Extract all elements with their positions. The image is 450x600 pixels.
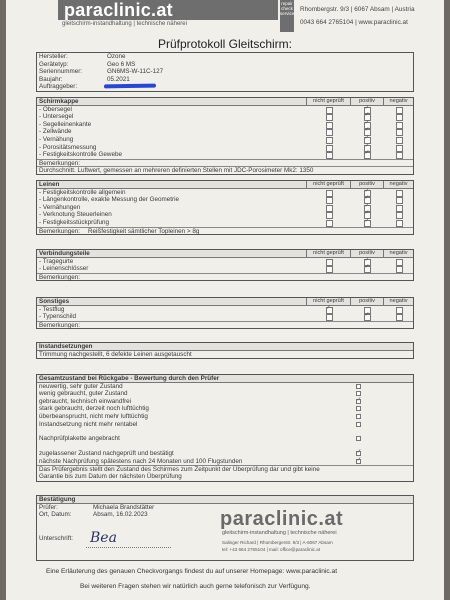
section-leinen: Leinen nicht geprüft positiv negativ - Festigkeitskontrolle allgemein ✓ - Längenkontrolle, exakte Messung der Geometrie ✓ - Vernähungen ✓ - Verknotung Steuerleinen ✓ - Festigkeitsstückprüfung ✓ Bemerkungen: Reißfestigkeit sämtlicher Topleinen > 8g xyxy=(36,180,414,235)
checkbox-not-checked[interactable] xyxy=(306,113,350,121)
checkbox-not-checked[interactable] xyxy=(306,136,350,144)
section-verbindungsteile: Verbindungsteile nicht geprüft positiv negativ - Tragegurte ✓ - Leinenschlösser ✓ Bemerkungen: xyxy=(36,249,414,281)
condition-option: wenig gebraucht, guter Zustand xyxy=(37,390,413,398)
checklist-label: - Festigkeitskontrolle allgemein xyxy=(39,188,126,196)
protocol-sheet xyxy=(6,0,444,600)
checklist-label: - Zellwände xyxy=(39,128,72,136)
checklist-label: - Obersegel xyxy=(39,105,72,113)
remarks-text: Reißfestigkeit sämtlicher Topleinen > 8g xyxy=(87,227,200,235)
checkbox-negative[interactable] xyxy=(383,204,413,212)
checklist-row xyxy=(37,151,413,159)
checklist-label: - Tragegurte xyxy=(39,257,74,265)
condition-checkbox[interactable] xyxy=(356,384,361,389)
checklist-label: - Segelleinenkante xyxy=(39,120,92,128)
section-title: Schirmkappe xyxy=(39,98,79,105)
condition-zugelassen: zugelassener Zustand nachgeprüft und bestätigt ✓ xyxy=(37,450,413,458)
checkbox-not-checked[interactable] xyxy=(306,144,350,152)
checkbox-not-checked[interactable] xyxy=(306,211,350,219)
device-info-section xyxy=(36,52,414,92)
checklist-label: - Testflug xyxy=(39,305,65,313)
checkbox-negative[interactable] xyxy=(383,144,413,152)
checklist-row xyxy=(37,313,413,321)
checkbox-negative[interactable] xyxy=(383,265,413,273)
condition-checkbox[interactable] xyxy=(356,414,361,419)
footer-line-2: Bei weiteren Fragen stehen wir natürlich auch gerne telefonisch zur Verfügung. xyxy=(80,583,311,590)
section-title: Sonstiges xyxy=(39,298,70,305)
device-row-client: Auftraggeber: xyxy=(39,83,78,91)
place-date: Absam, 16.02.2023 xyxy=(93,511,148,519)
condition-checkbox[interactable] xyxy=(356,399,361,404)
checkbox-positive[interactable] xyxy=(350,219,383,227)
remarks-label: Bemerkungen: xyxy=(39,159,80,167)
next-inspection-checkbox[interactable] xyxy=(356,459,361,464)
checklist-label: - Festigkeitskontrolle Gewebe xyxy=(39,151,122,159)
device-row-serial: Seriennummer: GN6MS-W-11C-127 xyxy=(39,68,164,76)
checkbox-positive[interactable] xyxy=(350,151,383,159)
footer-line-1: Eine Erläuterung des genauen Checkvorgangs findest du auf unserer Homepage: www.paraclinic.at xyxy=(46,568,338,575)
checklist-row xyxy=(37,306,413,314)
checklist-row xyxy=(37,106,413,114)
checkbox-not-checked[interactable] xyxy=(306,196,350,204)
checkbox-negative[interactable] xyxy=(383,196,413,204)
condition-option: stark gebraucht, derzeit noch lufttüchtig xyxy=(37,405,413,413)
checklist-row xyxy=(37,196,413,204)
checkbox-negative[interactable] xyxy=(383,106,413,114)
checklist-row xyxy=(37,128,413,136)
section-title: Instandsetzungen xyxy=(39,343,93,350)
condition-plakette: Nachprüfplakette angebracht xyxy=(37,428,413,450)
checklist-label: - Vernähungen xyxy=(39,203,81,211)
checklist-row xyxy=(37,136,413,144)
section-sonstiges: Sonstiges nicht geprüft positiv negativ - Testflug ✓ - Typenschild ✓ Bemerkungen: xyxy=(36,297,414,329)
section-gesamtzustand xyxy=(36,374,414,482)
zugelassen-checkbox[interactable] xyxy=(356,451,361,456)
device-row-year: Baujahr: 05.2021 xyxy=(39,75,130,83)
checkbox-negative[interactable] xyxy=(383,306,413,314)
checkbox-negative[interactable] xyxy=(383,128,413,136)
checklist-label: - Leinenschlösser xyxy=(39,265,89,273)
condition-checkbox[interactable] xyxy=(356,391,361,396)
condition-option: gebraucht, technisch einwandfrei ✓ xyxy=(37,398,413,406)
section-title: Bestätigung xyxy=(39,496,76,503)
tagline: gleitschirm-instandhaltung | technische näherei xyxy=(62,21,187,27)
condition-option: neuwertig, sehr guter Zustand xyxy=(37,383,413,391)
place-date-label: Ort, Datum: xyxy=(39,511,72,519)
remarks-label: Bemerkungen: xyxy=(39,321,80,329)
condition-option: überbeansprucht, nicht mehr lufttüchtig xyxy=(37,413,413,421)
plakette-checkbox[interactable] xyxy=(356,436,361,441)
next-inspection: nächste Nachprüfung spätestens nach 24 Monaten und 100 Flugstunden ✓ xyxy=(37,458,413,466)
checkbox-negative[interactable] xyxy=(383,189,413,197)
checklist-row xyxy=(37,121,413,129)
checkbox-negative[interactable] xyxy=(383,136,413,144)
section-title: Verbindungsteile xyxy=(39,250,90,257)
condition-checkbox[interactable] xyxy=(356,406,361,411)
disclaimer-line-2: Garantie bis zum Datum der nächsten Überprüfung xyxy=(39,472,182,480)
checkbox-negative[interactable] xyxy=(383,151,413,159)
device-row-type: Gerätetyp: Geo 6 MS xyxy=(39,60,136,68)
checklist-label: - Porositätsmessung xyxy=(39,143,97,151)
checklist-row xyxy=(37,211,413,219)
checkbox-not-checked[interactable] xyxy=(306,306,350,314)
condition-option: Instandsetzung nicht mehr rentabel xyxy=(37,421,413,429)
checklist-label: - Verknotung Steuerleinen xyxy=(39,211,112,219)
checklist-row xyxy=(37,189,413,197)
checkbox-not-checked[interactable] xyxy=(306,128,350,136)
signature-line xyxy=(86,547,171,548)
checklist-label: - Untersegel xyxy=(39,113,74,121)
checkbox-not-checked[interactable] xyxy=(306,204,350,212)
checkbox-positive[interactable] xyxy=(350,313,383,321)
section-title: Gesamtzustand bei Rückgabe - Bewertung durch den Prüfer xyxy=(39,375,220,382)
device-row-manufacturer: Hersteller: Ozone xyxy=(39,53,126,60)
inspector-name: Michaela Brandstätter xyxy=(93,503,155,511)
checkbox-not-checked[interactable] xyxy=(306,219,350,227)
letterhead xyxy=(48,0,422,32)
checklist-label: - Vernähung xyxy=(39,135,74,143)
repairs-text: Trimmung nachgestellt, 6 defekte Leinen ausgetauscht xyxy=(39,350,192,358)
checklist-label: - Längenkontrolle, exakte Messung der Geometrie xyxy=(39,196,180,204)
checklist-label: - Festigkeitsstückprüfung xyxy=(39,218,109,226)
checkbox-negative[interactable] xyxy=(383,121,413,129)
condition-checkbox[interactable] xyxy=(356,422,361,427)
checkbox-not-checked[interactable] xyxy=(306,189,350,197)
section-title: Leinen xyxy=(39,181,60,188)
checkbox-negative[interactable] xyxy=(383,258,413,266)
checklist-row xyxy=(37,144,413,152)
checkbox-not-checked[interactable] xyxy=(306,313,350,321)
checklist-row xyxy=(37,219,413,227)
company-stamp: paraclinic.at gleitschirm-instandhaltung | technische näherei Salinger Richard | Rhombergerstr. 9/3 | A-6067 Absam tel: +43 664 2765104 | mail: office@paraclinic.at xyxy=(220,508,344,552)
logo-side-label: repair check service xyxy=(280,0,294,32)
checkbox-positive[interactable] xyxy=(350,265,383,273)
checkbox-not-checked[interactable] xyxy=(306,258,350,266)
inspector-label: Prüfer: xyxy=(39,503,58,511)
checklist-row xyxy=(37,113,413,121)
signature-label: Unterschrift: xyxy=(39,534,73,542)
checkbox-negative[interactable] xyxy=(383,313,413,321)
signature: Bea xyxy=(90,530,117,546)
checkbox-negative[interactable] xyxy=(383,219,413,227)
checkbox-negative[interactable] xyxy=(383,113,413,121)
remarks-text: Durchschnitt. Luftwert, gemessen an mehreren definierten Stellen mit JDC-Porosimeter Mk2: 1350 xyxy=(39,167,314,175)
checklist-row xyxy=(37,204,413,212)
checkbox-not-checked[interactable] xyxy=(306,106,350,114)
checkbox-not-checked[interactable] xyxy=(306,151,350,159)
section-schirmkappe: Schirmkappe nicht geprüft positiv negativ - Obersegel ✓ - Untersegel ✓ - Segelleinenkante ✓ - Zellwände ✓ - Vernähung ✓ - Porositätsmessung ✓ - Festigkeitskontrolle Gewebe ✓ Bemerkungen: Durchschnitt. Luftwert, gemessen an mehreren definierten Stellen mit JDC-Porosimeter Mk2: 1350 xyxy=(36,97,414,175)
checklist-label: - Typenschild xyxy=(39,313,76,321)
logo xyxy=(58,0,278,20)
checkbox-negative[interactable] xyxy=(383,211,413,219)
checklist-row xyxy=(37,265,413,273)
remarks-label: Bemerkungen: xyxy=(39,273,80,281)
address: Rhombergstr. 9/3 | 6067 Absam | Austria xyxy=(300,6,415,13)
section-instandsetzungen xyxy=(36,342,414,359)
page-title: Prüfprotokoll Gleitschirm: xyxy=(157,37,293,51)
checklist-row xyxy=(37,258,413,266)
checkbox-not-checked[interactable] xyxy=(306,265,350,273)
logo-clinic: clinic.at xyxy=(103,0,173,20)
remarks-label: Bemerkungen: xyxy=(39,227,80,235)
logo-para: para xyxy=(64,0,104,20)
checkbox-not-checked[interactable] xyxy=(306,121,350,129)
contact-line: 0043 664 2765104 | www.paraclinic.at xyxy=(300,19,408,26)
disclaimer-line-1: Das Prüfergebnis stellt den Zustand des Schirmes zum Zeitpunkt der Überprüfung dar und gibt keine xyxy=(39,466,320,474)
